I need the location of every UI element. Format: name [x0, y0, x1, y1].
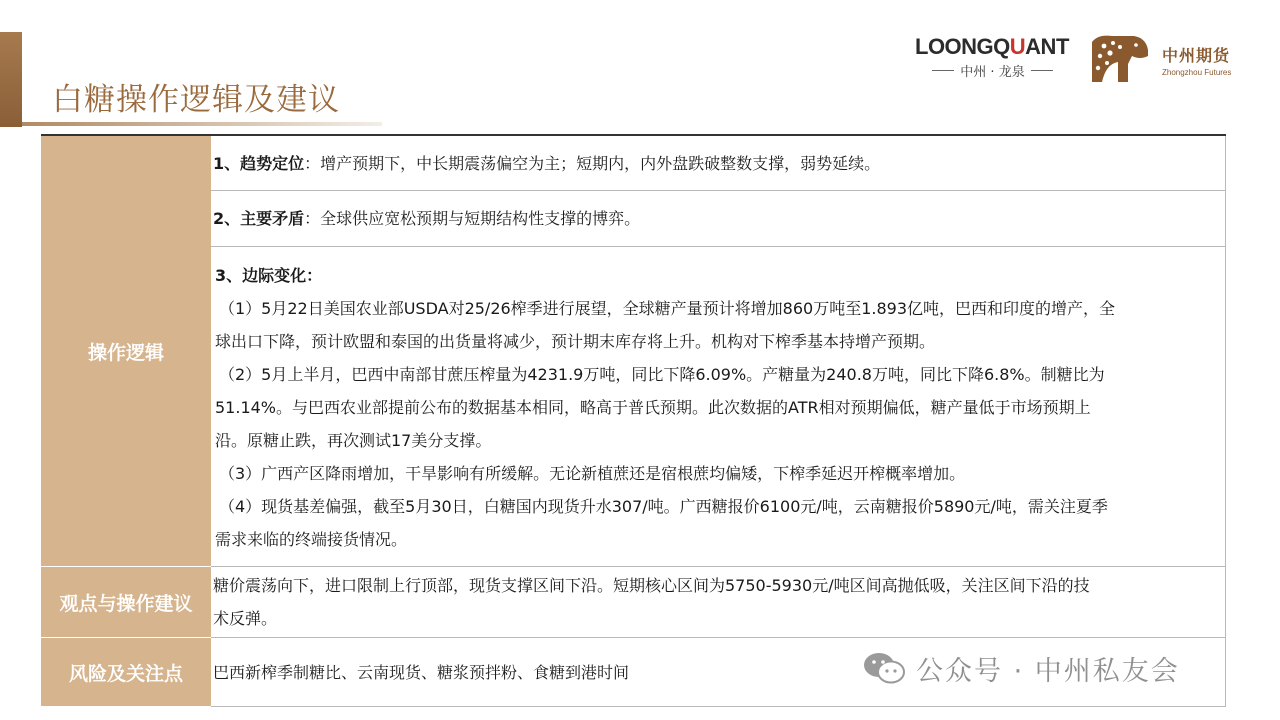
- marginal-p2-line2: 51.14%。与巴西农业部提前公布的数据基本相同，略高于普氏预期。此次数据的ATR相对预期偏低，糖产量低于市场预期上: [215, 398, 1091, 417]
- title-underline: [22, 122, 382, 126]
- label-view-advice: 观点与操作建议: [41, 567, 211, 638]
- title-accent-bar: [0, 32, 22, 127]
- label-operation-logic: 操作逻辑: [41, 136, 211, 567]
- logic-content: [211, 136, 1226, 567]
- zhongzhou-leopard-icon: [1088, 32, 1150, 86]
- loongquant-logo: LOONGQUANT 中州 · 龙泉: [915, 34, 1069, 80]
- view-line1: 糖价震荡向下，进口限制上行顶部，现货支撑区间下沿。短期核心区间为5750-5930元/吨区间高抛低吸，关注区间下沿的技: [213, 576, 1090, 595]
- zhongzhou-logo-text: 中州期货 Zhongzhou Futures: [1162, 46, 1232, 77]
- trend-key: 趋势定位: [240, 154, 305, 173]
- conflict-key: 主要矛盾: [240, 209, 305, 228]
- marginal-heading: 3、边际变化：: [215, 266, 323, 285]
- view-content: [211, 567, 1226, 638]
- loongquant-sub: 中州 · 龙泉: [960, 65, 1025, 80]
- marginal-p1-line1: （1）5月22日美国农业部USDA对25/26榨季进行展望，全球糖产量预计将增加860万吨至1.893亿吨，巴西和印度的增产，全: [219, 299, 1116, 318]
- marginal-p4-line2: 需求来临的终端接货情况。: [215, 530, 408, 549]
- page-title: 白糖操作逻辑及建议: [52, 82, 340, 118]
- logic-table: [41, 134, 1226, 707]
- marginal-p3-line1: （3）广西产区降雨增加，干旱影响有所缓解。无论新植蔗还是宿根蔗均偏矮，下榨季延迟开榨概率增加。: [219, 464, 966, 483]
- conflict-item: 2、主要矛盾：全球供应宽松预期与短期结构性支撑的博弈。: [211, 191, 1225, 247]
- risk-text: 巴西新榨季制糖比、云南现货、糖浆预拌粉、食糖到港时间: [213, 662, 630, 682]
- trend-text: 增产预期下，中长期震荡偏空为主；短期内，内外盘跌破整数支撑，弱势延续。: [320, 154, 881, 173]
- trend-item: 1、趋势定位：增产预期下，中长期震荡偏空为主；短期内，内外盘跌破整数支撑，弱势延续。: [211, 136, 1225, 191]
- row-operation-logic: [41, 136, 1226, 567]
- view-line2: 术反弹。: [213, 609, 278, 628]
- marginal-p2-line1: （2）5月上半月，巴西中南部甘蔗压榨量为4231.9万吨，同比下降6.09%。产糖量为240.8万吨，同比下降6.8%。制糖比为: [219, 365, 1105, 384]
- wechat-icon: [862, 650, 906, 686]
- marginal-p1-line2: 球出口下降，预计欧盟和泰国的出货量将减少，预计期末库存将上升。机构对下榨季基本持增产预期。: [215, 332, 936, 351]
- marginal-p2-line3: 沿。原糖止跌，再次测试17美分支撑。: [215, 431, 492, 450]
- wechat-watermark: [862, 648, 1180, 688]
- row-view-advice: [41, 567, 1226, 638]
- watermark-text: 公众号 · 中州私友会: [916, 655, 1180, 687]
- conflict-text: 全球供应宽松预期与短期结构性支撑的博弈。: [320, 209, 641, 228]
- label-risk: 风险及关注点: [41, 638, 211, 707]
- marginal-changes: [211, 247, 1225, 567]
- marginal-p4-line1: （4）现货基差偏强，截至5月30日，白糖国内现货升水307/吨。广西糖报价6100元/吨，云南糖报价5890元/吨，需关注夏季: [219, 497, 1108, 516]
